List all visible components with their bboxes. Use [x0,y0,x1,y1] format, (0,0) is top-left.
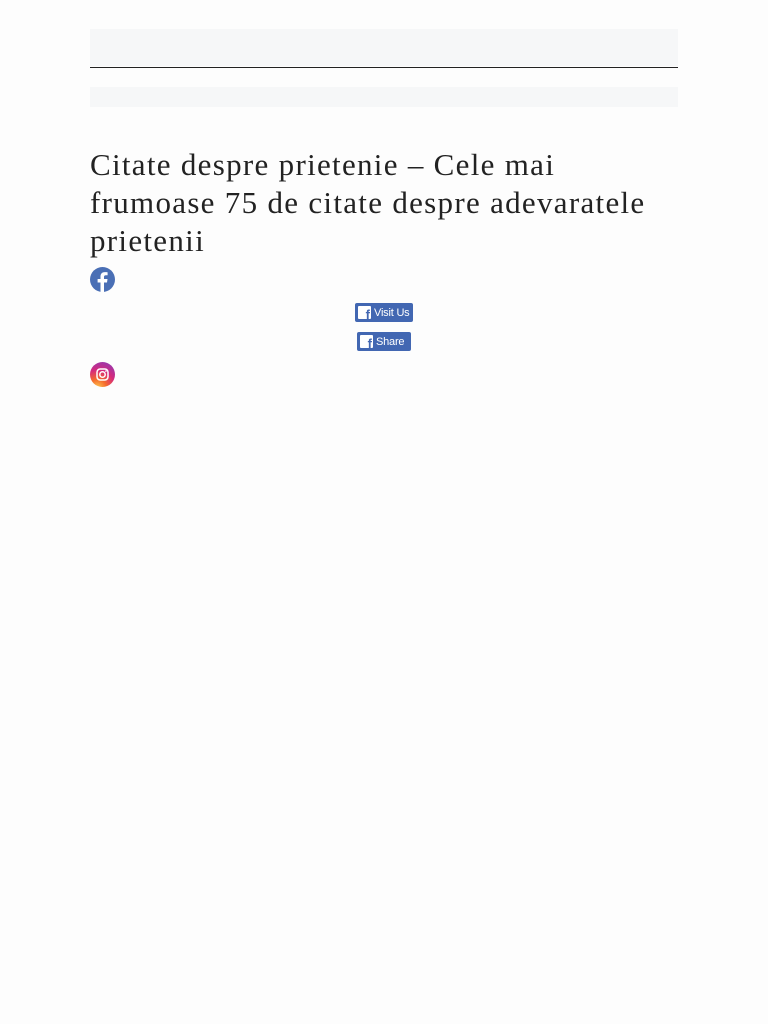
share-button[interactable] [357,332,411,351]
facebook-logo-icon: f [360,335,373,348]
instagram-icon[interactable] [90,362,115,387]
header-divider [90,67,678,68]
article-title: Citate despre prietenie – Cele mai frumoase 75 de citate despre adevaratele prietenii [90,147,646,258]
sub-navigation-bar [90,87,678,107]
facebook-icon[interactable] [90,267,115,292]
facebook-logo-icon: f [358,306,371,319]
top-navigation-bar [90,29,678,66]
visit-us-button[interactable] [355,303,413,322]
visit-us-label: Visit Us [374,306,410,319]
share-label: Share [376,335,405,348]
